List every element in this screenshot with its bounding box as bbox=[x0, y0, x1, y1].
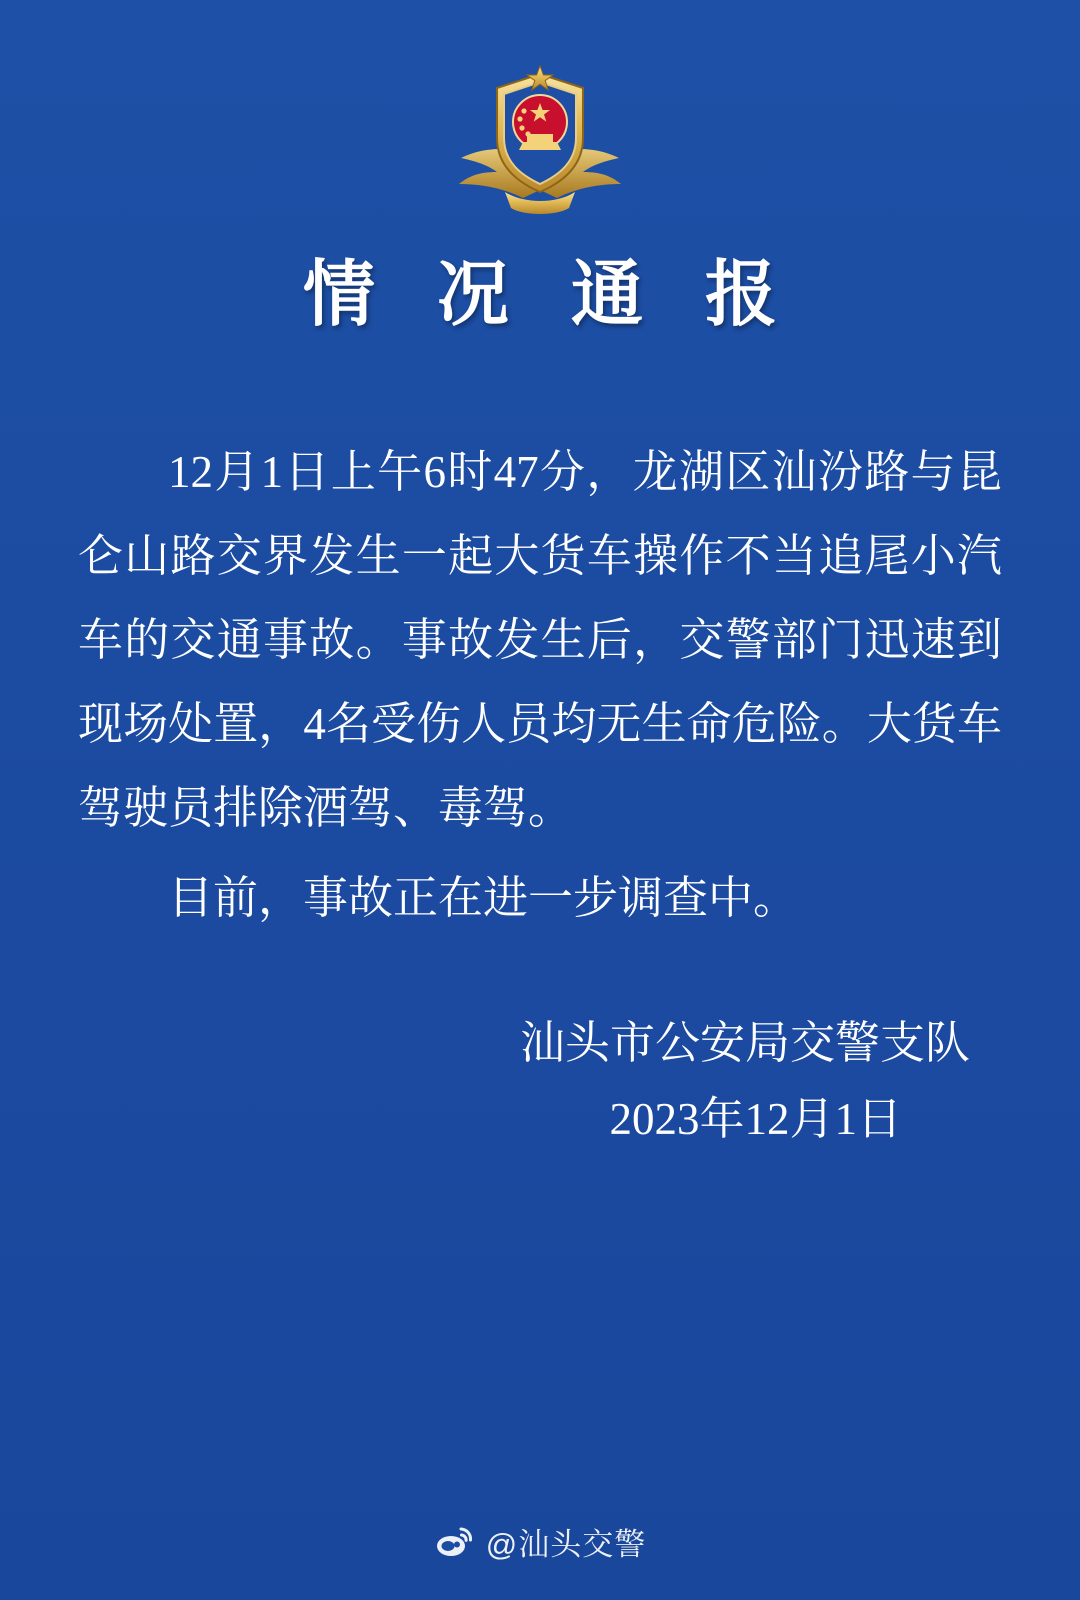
notice-paragraph: 12月1日上午6时47分，龙湖区汕汾路与昆仑山路交界发生一起大货车操作不当追尾小汽车的交通事故。事故发生后，交警部门迅速到现场处置，4名受伤人员均无生命危险。大货车驾驶员排除酒驾、毒驾。 bbox=[78, 447, 1002, 833]
china-police-badge-icon bbox=[445, 62, 635, 222]
footer-account-label: @汕头交警 bbox=[485, 1527, 647, 1562]
notice-paragraph: 目前，事故正在进一步调查中。 bbox=[168, 873, 799, 923]
signature-organization: 汕头市公安局交警支队 bbox=[519, 1018, 970, 1068]
signature-date: 2023年12月1日 bbox=[609, 1094, 902, 1144]
weibo-icon bbox=[434, 1522, 474, 1562]
signature-block bbox=[0, 1005, 1080, 1157]
notice-body bbox=[78, 430, 1002, 946]
emblem-container bbox=[0, 62, 1080, 222]
page-title: 情 况 通 报 bbox=[302, 255, 799, 335]
footer-watermark bbox=[0, 1519, 1080, 1564]
